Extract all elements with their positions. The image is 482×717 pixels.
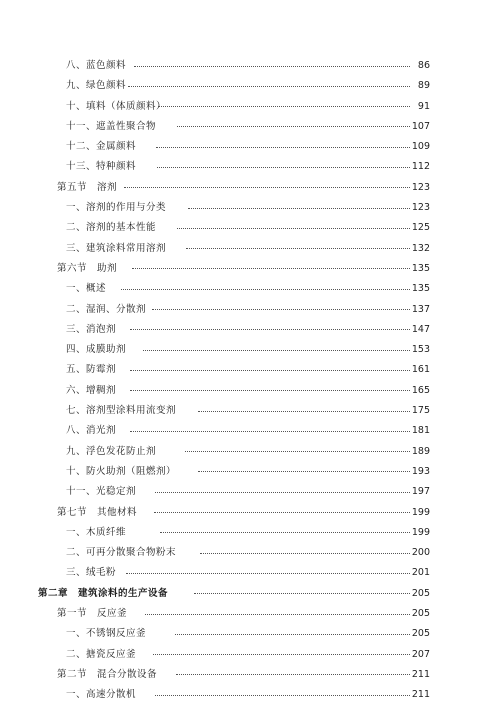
toc-entry-title: 三、绒毛粉 (66, 567, 117, 579)
dot-leader (132, 268, 410, 269)
toc-entry-title: 四、成膜助剂 (66, 344, 127, 356)
dot-leader (160, 532, 410, 533)
toc-entry-page: 207 (411, 648, 430, 660)
dot-leader (176, 674, 410, 675)
toc-entry-title: 七、溶剂型涂料用流变剂 (66, 405, 177, 417)
toc-entry[interactable] (0, 157, 482, 177)
dot-leader (154, 512, 410, 513)
toc-entry[interactable] (0, 76, 482, 96)
dot-leader (186, 248, 410, 249)
toc-entry-title: 一、高速分散机 (66, 689, 137, 701)
dot-leader (130, 390, 410, 391)
toc-entry[interactable] (0, 239, 482, 259)
toc-entry[interactable] (0, 218, 482, 238)
dot-leader (130, 431, 410, 432)
toc-entry-page: 211 (411, 689, 430, 701)
toc-entry-title: 十一、光稳定剂 (66, 486, 137, 498)
toc-entry[interactable] (0, 645, 482, 665)
toc-entry-title: 第二节 混合分散设备 (57, 668, 158, 680)
toc-entry[interactable] (0, 279, 482, 299)
toc-entry-title: 一、溶剂的作用与分类 (66, 202, 167, 214)
toc-entry[interactable] (0, 421, 482, 441)
toc-entry-page: 199 (411, 506, 430, 518)
toc-entry-page: 153 (411, 344, 430, 356)
toc-entry-page: 86 (417, 60, 430, 71)
toc-entry-page: 165 (411, 384, 430, 396)
dot-leader (194, 593, 410, 594)
toc-entry-title: 十二、金属颜料 (66, 141, 137, 153)
dot-leader (145, 614, 410, 615)
dot-leader (188, 208, 410, 209)
toc-entry[interactable] (0, 198, 482, 218)
toc-entry-page: 123 (411, 202, 430, 214)
toc-entry-title: 十、填料（体质颜料） (66, 100, 167, 112)
toc-entry-page: 189 (411, 445, 430, 457)
toc-entry-page: 135 (411, 262, 430, 274)
toc-entry-page: 132 (411, 242, 430, 254)
toc-entry[interactable] (0, 340, 482, 360)
toc-entry-title: 二、可再分散聚合物粉末 (66, 547, 177, 559)
dot-leader (177, 228, 410, 229)
toc-entry-title: 十三、特种颜料 (66, 161, 137, 173)
toc-entry-title: 二、湿润、分散剂 (66, 303, 147, 315)
toc-entry-page: 112 (411, 161, 430, 173)
table-of-contents (0, 56, 482, 706)
toc-entry-title: 九、浮色发花防止剂 (66, 445, 157, 457)
toc-entry[interactable] (0, 685, 482, 705)
dot-leader (177, 126, 410, 127)
dot-leader (198, 471, 410, 472)
dot-leader (124, 187, 410, 188)
toc-entry-title: 十一、遮盖性聚合物 (66, 120, 157, 132)
toc-entry-page: 205 (411, 587, 430, 599)
toc-entry-page: 147 (411, 323, 430, 335)
toc-entry-page: 91 (417, 100, 430, 112)
toc-entry-page: 123 (411, 181, 430, 193)
toc-entry-page: 197 (411, 486, 430, 498)
toc-entry[interactable] (0, 604, 482, 624)
dot-leader (155, 695, 410, 696)
dot-leader (153, 654, 410, 655)
toc-entry-page: 107 (411, 120, 430, 132)
toc-entry-page: 181 (411, 425, 430, 437)
toc-entry-page: 205 (411, 608, 430, 620)
toc-entry[interactable] (0, 300, 482, 320)
toc-entry-title: 一、不锈钢反应釜 (66, 628, 147, 640)
toc-entry-title: 八、蓝色颜料 (66, 60, 127, 71)
toc-entry[interactable] (0, 503, 482, 523)
toc-entry-page: 161 (411, 364, 430, 376)
toc-entry-title: 十、防火助剂（阻燃剂） (66, 465, 177, 477)
toc-entry-page: 175 (411, 405, 430, 417)
toc-entry[interactable] (0, 462, 482, 482)
toc-entry-page: 137 (411, 303, 430, 315)
dot-leader (128, 86, 410, 87)
toc-entry[interactable] (0, 178, 482, 198)
toc-entry[interactable] (0, 259, 482, 279)
toc-entry-title: 第一节 反应釜 (57, 608, 128, 620)
dot-leader (143, 350, 410, 351)
dot-leader (175, 634, 410, 635)
dot-leader (198, 411, 410, 412)
toc-entry-title: 三、消泡剂 (66, 323, 117, 335)
toc-entry-page: 135 (411, 283, 430, 295)
toc-entry-title: 第二章 建筑涂料的生产设备 (38, 587, 169, 599)
toc-entry[interactable] (0, 584, 482, 604)
dot-leader (185, 451, 410, 452)
dot-leader (134, 66, 410, 67)
toc-entry-title: 三、建筑涂料常用溶剂 (66, 242, 167, 254)
toc-entry-title: 六、增稠剂 (66, 384, 117, 396)
toc-entry-title: 八、消光剂 (66, 425, 117, 437)
dot-leader (155, 492, 410, 493)
dot-leader (156, 147, 410, 148)
dot-leader (126, 573, 410, 574)
toc-entry-page: 89 (417, 80, 430, 92)
toc-entry[interactable] (0, 543, 482, 563)
toc-entry[interactable] (0, 442, 482, 462)
toc-entry-page: 201 (411, 567, 430, 579)
toc-entry-page: 205 (411, 628, 430, 640)
toc-entry[interactable] (0, 665, 482, 685)
toc-entry[interactable] (0, 381, 482, 401)
toc-entry[interactable] (0, 360, 482, 380)
toc-entry[interactable] (0, 56, 482, 76)
toc-entry-title: 一、概述 (66, 283, 107, 295)
dot-leader (130, 370, 410, 371)
toc-entry[interactable] (0, 137, 482, 157)
dot-leader (152, 309, 410, 310)
toc-entry-title: 第五节 溶剂 (57, 181, 118, 193)
toc-entry-title: 二、搪瓷反应釜 (66, 648, 137, 660)
toc-entry[interactable] (0, 97, 482, 117)
toc-entry[interactable] (0, 482, 482, 502)
toc-entry[interactable] (0, 401, 482, 421)
toc-entry[interactable] (0, 523, 482, 543)
toc-entry[interactable] (0, 320, 482, 340)
toc-entry-title: 第七节 其他材料 (57, 506, 138, 518)
toc-entry-page: 125 (411, 222, 430, 234)
toc-entry-title: 九、绿色颜料 (66, 80, 127, 92)
toc-entry-page: 211 (411, 668, 430, 680)
dot-leader (157, 167, 410, 168)
dot-leader (130, 329, 410, 330)
toc-entry[interactable] (0, 624, 482, 644)
toc-entry-page: 200 (411, 547, 430, 559)
toc-entry-title: 第六节 助剂 (57, 262, 118, 274)
toc-entry-title: 二、溶剂的基本性能 (66, 222, 157, 234)
toc-entry-title: 一、木质纤维 (66, 526, 127, 538)
toc-entry-page: 109 (411, 141, 430, 153)
toc-entry-page: 193 (411, 465, 430, 477)
toc-entry[interactable] (0, 117, 482, 137)
toc-entry[interactable] (0, 563, 482, 583)
dot-leader (121, 289, 410, 290)
dot-leader (158, 106, 410, 107)
toc-entry-title: 五、防霉剂 (66, 364, 117, 376)
toc-entry-page: 199 (411, 526, 430, 538)
dot-leader (200, 553, 410, 554)
